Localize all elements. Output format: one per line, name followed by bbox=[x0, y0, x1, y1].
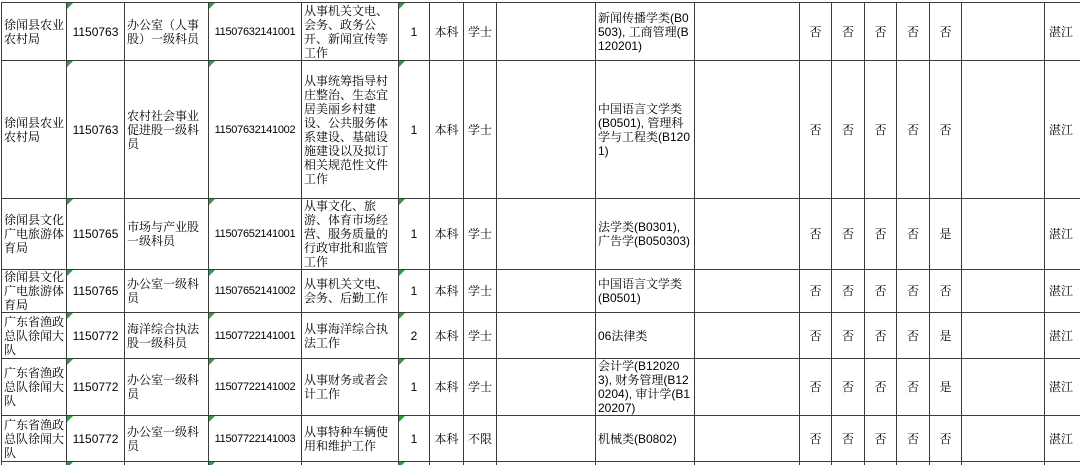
cell-position-code[interactable] bbox=[209, 313, 302, 359]
cell-majors[interactable] bbox=[596, 61, 695, 199]
cell-text-position: 海洋综合执法股一级科员 bbox=[127, 321, 200, 350]
cell-text-count: 1 bbox=[410, 122, 418, 137]
cell-text-city: 湛江 bbox=[1049, 380, 1074, 394]
cell-empty[interactable] bbox=[962, 359, 1045, 416]
cell-city[interactable] bbox=[1045, 416, 1080, 462]
text-format-indicator-icon bbox=[209, 313, 215, 319]
cell-empty[interactable] bbox=[695, 359, 800, 416]
cell-text-education: 本科 bbox=[434, 284, 459, 298]
cell-text-flag-5: 否 bbox=[939, 122, 952, 137]
text-format-indicator-icon bbox=[67, 270, 73, 276]
cell-text-flag-3: 否 bbox=[874, 24, 887, 39]
cell-flag-2[interactable] bbox=[832, 359, 865, 416]
cell-flag-1[interactable] bbox=[800, 270, 832, 313]
cell-text-degree: 学士 bbox=[467, 328, 492, 343]
cell-degree[interactable] bbox=[464, 416, 497, 462]
cell-text-duties: 从事机关文电、会务、后勤工作 bbox=[304, 277, 389, 305]
cell-org[interactable] bbox=[2, 462, 67, 465]
text-format-indicator-icon bbox=[209, 3, 215, 9]
cell-city[interactable] bbox=[1045, 462, 1080, 465]
text-format-indicator-icon bbox=[67, 313, 73, 319]
cell-text-org: 广东省渔政总队徐闻大队 bbox=[4, 314, 65, 357]
cell-text-city: 湛江 bbox=[1049, 227, 1074, 241]
cell-text-count: 1 bbox=[410, 380, 418, 394]
table-row bbox=[2, 61, 1080, 199]
cell-city[interactable] bbox=[1045, 313, 1080, 359]
cell-text-flag-3: 否 bbox=[874, 227, 887, 241]
cell-degree[interactable] bbox=[464, 3, 497, 61]
cell-empty[interactable] bbox=[497, 462, 596, 465]
cell-text-education: 本科 bbox=[434, 227, 459, 241]
cell-duties[interactable] bbox=[302, 416, 399, 462]
cell-text-education: 本科 bbox=[434, 380, 459, 394]
cell-empty[interactable] bbox=[962, 3, 1045, 61]
cell-position-code[interactable] bbox=[209, 270, 302, 313]
cell-flag-3[interactable] bbox=[865, 416, 897, 462]
cell-majors[interactable] bbox=[596, 416, 695, 462]
text-format-indicator-icon bbox=[209, 270, 215, 276]
cell-text-code: 1150772 bbox=[72, 380, 119, 394]
cell-text-code: 1150763 bbox=[72, 24, 119, 39]
cell-education[interactable] bbox=[430, 270, 464, 313]
cell-position[interactable] bbox=[125, 313, 209, 359]
cell-text-duties: 从事财务或者会计工作 bbox=[304, 373, 389, 401]
cell-majors[interactable] bbox=[596, 313, 695, 359]
cell-code[interactable] bbox=[67, 3, 125, 61]
cell-text-education: 本科 bbox=[434, 24, 459, 39]
text-format-indicator-icon bbox=[209, 359, 215, 365]
cell-flag-5[interactable] bbox=[930, 199, 962, 270]
cell-text-city: 湛江 bbox=[1049, 284, 1074, 298]
cell-empty[interactable] bbox=[695, 3, 800, 61]
cell-text-flag-3: 否 bbox=[874, 122, 887, 137]
cell-duties[interactable] bbox=[302, 270, 399, 313]
cell-text-flag-1: 否 bbox=[809, 431, 822, 446]
cell-text-flag-3: 否 bbox=[874, 328, 887, 343]
cell-text-flag-1: 否 bbox=[809, 380, 822, 394]
cell-city[interactable] bbox=[1045, 61, 1080, 199]
cell-text-org: 徐闻县文化广电旅游体育局 bbox=[4, 270, 65, 312]
text-format-indicator-icon bbox=[399, 359, 405, 365]
cell-flag-1[interactable] bbox=[800, 61, 832, 199]
cell-text-duties: 从事特种车辆使用和维护工作 bbox=[304, 424, 389, 453]
table-row bbox=[2, 313, 1080, 359]
cell-degree[interactable] bbox=[464, 270, 497, 313]
cell-org[interactable] bbox=[2, 270, 67, 313]
cell-city[interactable] bbox=[1045, 359, 1080, 416]
cell-flag-4[interactable] bbox=[897, 462, 930, 465]
cell-text-flag-4: 否 bbox=[906, 122, 919, 137]
cell-empty[interactable] bbox=[497, 61, 596, 199]
cell-text-flag-5: 否 bbox=[939, 431, 952, 446]
cell-text-flag-1: 否 bbox=[809, 227, 822, 241]
cell-majors[interactable] bbox=[596, 3, 695, 61]
cell-text-flag-4: 否 bbox=[906, 328, 919, 343]
cell-education[interactable] bbox=[430, 462, 464, 465]
positions-table bbox=[1, 2, 1080, 465]
cell-count[interactable] bbox=[399, 3, 430, 61]
cell-text-flag-5: 否 bbox=[939, 284, 952, 298]
cell-text-flag-2: 否 bbox=[841, 380, 854, 394]
cell-flag-3[interactable] bbox=[865, 313, 897, 359]
text-format-indicator-icon bbox=[399, 270, 405, 276]
text-format-indicator-icon bbox=[399, 416, 405, 422]
cell-text-majors: 中国语言文学类(B0501) bbox=[598, 277, 683, 305]
cell-text-majors: 会计学(B120203), 财务管理(B120204), 审计学(B120207) bbox=[598, 359, 691, 415]
cell-text-degree: 不限 bbox=[467, 431, 492, 446]
cell-empty[interactable] bbox=[695, 270, 800, 313]
cell-org[interactable] bbox=[2, 416, 67, 462]
cell-flag-2[interactable] bbox=[832, 61, 865, 199]
cell-city[interactable] bbox=[1045, 199, 1080, 270]
cell-code[interactable] bbox=[67, 416, 125, 462]
cell-text-city: 湛江 bbox=[1049, 24, 1074, 39]
cell-text-duties: 从事机关文电、会务、政务公开、新闻宣传等工作 bbox=[304, 3, 389, 60]
cell-text-flag-4: 否 bbox=[906, 227, 919, 241]
cell-position-code[interactable] bbox=[209, 199, 302, 270]
cell-text-code: 1150772 bbox=[72, 328, 119, 343]
cell-text-flag-4: 否 bbox=[906, 380, 919, 394]
cell-text-position-code: 11507722141002 bbox=[214, 381, 296, 393]
cell-text-org: 徐闻县农业农村局 bbox=[4, 17, 65, 46]
cell-position-code[interactable] bbox=[209, 61, 302, 199]
table-row bbox=[2, 3, 1080, 61]
cell-text-code: 1150765 bbox=[72, 227, 119, 241]
cell-text-flag-1: 否 bbox=[809, 328, 822, 343]
cell-flag-1[interactable] bbox=[800, 313, 832, 359]
cell-text-flag-5: 否 bbox=[939, 24, 952, 39]
cell-text-city: 湛江 bbox=[1049, 431, 1074, 446]
cell-count[interactable] bbox=[399, 313, 430, 359]
cell-flag-3[interactable] bbox=[865, 61, 897, 199]
cell-text-position-code: 11507652141001 bbox=[214, 228, 296, 240]
table-row bbox=[2, 462, 1080, 465]
cell-text-count: 1 bbox=[410, 227, 418, 241]
cell-text-code: 1150765 bbox=[72, 284, 119, 298]
cell-count[interactable] bbox=[399, 359, 430, 416]
cell-text-degree: 学士 bbox=[467, 122, 492, 137]
cell-text-city: 湛江 bbox=[1049, 122, 1074, 137]
cell-text-flag-2: 否 bbox=[841, 122, 854, 137]
cell-text-position-code: 11507722141003 bbox=[214, 432, 296, 445]
cell-empty[interactable] bbox=[695, 462, 800, 465]
cell-text-code: 1150763 bbox=[72, 122, 119, 137]
cell-empty[interactable] bbox=[962, 199, 1045, 270]
table-row bbox=[2, 416, 1080, 462]
cell-text-flag-5: 是 bbox=[939, 380, 952, 394]
cell-text-duties: 从事统筹指导村庄整治、生态宜居美丽乡村建设、公共服务体系建设、基础设施建设以及拟订相关规范性文件工作 bbox=[304, 73, 389, 186]
text-format-indicator-icon bbox=[399, 199, 405, 205]
cell-empty[interactable] bbox=[962, 270, 1045, 313]
cell-empty[interactable] bbox=[497, 270, 596, 313]
cell-position[interactable] bbox=[125, 270, 209, 313]
cell-text-flag-5: 是 bbox=[939, 328, 952, 343]
cell-flag-1[interactable] bbox=[800, 3, 832, 61]
cell-degree[interactable] bbox=[464, 462, 497, 465]
cell-org[interactable] bbox=[2, 359, 67, 416]
cell-text-education: 本科 bbox=[434, 431, 459, 446]
text-format-indicator-icon bbox=[399, 313, 405, 319]
cell-flag-5[interactable] bbox=[930, 3, 962, 61]
text-format-indicator-icon bbox=[209, 61, 215, 67]
table-row bbox=[2, 270, 1080, 313]
cell-flag-4[interactable] bbox=[897, 359, 930, 416]
cell-empty[interactable] bbox=[497, 359, 596, 416]
cell-text-position-code: 11507652141002 bbox=[214, 285, 296, 297]
cell-flag-5[interactable] bbox=[930, 462, 962, 465]
cell-empty[interactable] bbox=[962, 416, 1045, 462]
cell-city[interactable] bbox=[1045, 3, 1080, 61]
cell-count[interactable] bbox=[399, 270, 430, 313]
cell-code[interactable] bbox=[67, 61, 125, 199]
cell-text-position: 市场与产业股一级科员 bbox=[127, 220, 200, 248]
cell-flag-1[interactable] bbox=[800, 416, 832, 462]
text-format-indicator-icon bbox=[209, 416, 215, 422]
cell-degree[interactable] bbox=[464, 313, 497, 359]
cell-text-flag-1: 否 bbox=[809, 284, 822, 298]
cell-text-count: 1 bbox=[410, 431, 418, 446]
cell-flag-3[interactable] bbox=[865, 199, 897, 270]
cell-flag-2[interactable] bbox=[832, 199, 865, 270]
text-format-indicator-icon bbox=[399, 61, 405, 67]
cell-org[interactable] bbox=[2, 3, 67, 61]
cell-org[interactable] bbox=[2, 313, 67, 359]
text-format-indicator-icon bbox=[67, 416, 73, 422]
cell-empty[interactable] bbox=[695, 416, 800, 462]
cell-code[interactable] bbox=[67, 313, 125, 359]
cell-count[interactable] bbox=[399, 416, 430, 462]
cell-text-education: 本科 bbox=[434, 122, 459, 137]
cell-education[interactable] bbox=[430, 416, 464, 462]
cell-text-position-code: 11507722141001 bbox=[214, 329, 296, 342]
cell-count[interactable] bbox=[399, 462, 430, 465]
cell-code[interactable] bbox=[67, 270, 125, 313]
cell-text-flag-2: 否 bbox=[841, 227, 854, 241]
cell-flag-2[interactable] bbox=[832, 270, 865, 313]
table-row bbox=[2, 199, 1080, 270]
cell-empty[interactable] bbox=[497, 313, 596, 359]
table-row bbox=[2, 359, 1080, 416]
cell-text-degree: 学士 bbox=[467, 24, 492, 39]
cell-flag-1[interactable] bbox=[800, 359, 832, 416]
cell-text-count: 1 bbox=[410, 24, 418, 39]
cell-position[interactable] bbox=[125, 61, 209, 199]
cell-empty[interactable] bbox=[962, 313, 1045, 359]
cell-text-flag-4: 否 bbox=[906, 431, 919, 446]
cell-position[interactable] bbox=[125, 416, 209, 462]
cell-flag-4[interactable] bbox=[897, 61, 930, 199]
cell-text-org: 广东省渔政总队徐闻大队 bbox=[4, 417, 65, 460]
cell-text-org: 徐闻县文化广电旅游体育局 bbox=[4, 213, 65, 255]
cell-empty[interactable] bbox=[695, 199, 800, 270]
cell-majors[interactable] bbox=[596, 199, 695, 270]
cell-majors[interactable] bbox=[596, 462, 695, 465]
cell-position[interactable] bbox=[125, 359, 209, 416]
cell-degree[interactable] bbox=[464, 61, 497, 199]
cell-flag-4[interactable] bbox=[897, 3, 930, 61]
cell-text-flag-2: 否 bbox=[841, 328, 854, 343]
cell-flag-3[interactable] bbox=[865, 3, 897, 61]
cell-degree[interactable] bbox=[464, 359, 497, 416]
cell-text-majors: 机械类(B0802) bbox=[598, 431, 677, 446]
cell-flag-4[interactable] bbox=[897, 416, 930, 462]
cell-flag-5[interactable] bbox=[930, 416, 962, 462]
cell-text-degree: 学士 bbox=[467, 284, 492, 298]
text-format-indicator-icon bbox=[67, 359, 73, 365]
cell-text-position: 农村社会事业促进股一级科员 bbox=[127, 108, 200, 151]
cell-text-degree: 学士 bbox=[467, 227, 492, 241]
cell-flag-1[interactable] bbox=[800, 462, 832, 465]
cell-empty[interactable] bbox=[962, 462, 1045, 465]
cell-text-position-code: 11507632141002 bbox=[214, 123, 296, 136]
cell-org[interactable] bbox=[2, 199, 67, 270]
cell-empty[interactable] bbox=[497, 3, 596, 61]
cell-empty[interactable] bbox=[497, 199, 596, 270]
cell-flag-2[interactable] bbox=[832, 3, 865, 61]
cell-position-code[interactable] bbox=[209, 359, 302, 416]
cell-code[interactable] bbox=[67, 462, 125, 465]
cell-text-flag-4: 否 bbox=[906, 24, 919, 39]
cell-text-org: 广东省渔政总队徐闻大队 bbox=[4, 366, 65, 408]
cell-code[interactable] bbox=[67, 359, 125, 416]
cell-position-code[interactable] bbox=[209, 3, 302, 61]
cell-text-majors: 中国语言文学类(B0501), 管理科学与工程类(B1201) bbox=[598, 101, 691, 158]
cell-flag-4[interactable] bbox=[897, 270, 930, 313]
cell-text-flag-2: 否 bbox=[841, 284, 854, 298]
cell-duties[interactable] bbox=[302, 359, 399, 416]
cell-text-org: 徐闻县农业农村局 bbox=[4, 115, 65, 144]
cell-flag-3[interactable] bbox=[865, 359, 897, 416]
cell-text-majors: 06法律类 bbox=[598, 328, 648, 343]
cell-position-code[interactable] bbox=[209, 462, 302, 465]
cell-text-flag-3: 否 bbox=[874, 284, 887, 298]
cell-count[interactable] bbox=[399, 199, 430, 270]
cell-majors[interactable] bbox=[596, 270, 695, 313]
cell-text-position: 办公室一级科员 bbox=[127, 424, 200, 453]
cell-flag-5[interactable] bbox=[930, 313, 962, 359]
cell-degree[interactable] bbox=[464, 199, 497, 270]
cell-flag-2[interactable] bbox=[832, 416, 865, 462]
cell-text-position: 办公室一级科员 bbox=[127, 277, 200, 305]
cell-text-flag-4: 否 bbox=[906, 284, 919, 298]
cell-duties[interactable] bbox=[302, 61, 399, 199]
cell-text-education: 本科 bbox=[434, 328, 459, 343]
cell-text-flag-5: 是 bbox=[939, 227, 952, 241]
cell-flag-5[interactable] bbox=[930, 61, 962, 199]
cell-position[interactable] bbox=[125, 462, 209, 465]
cell-education[interactable] bbox=[430, 359, 464, 416]
cell-flag-3[interactable] bbox=[865, 270, 897, 313]
cell-empty[interactable] bbox=[962, 61, 1045, 199]
cell-education[interactable] bbox=[430, 3, 464, 61]
cell-text-count: 2 bbox=[410, 328, 418, 343]
cell-education[interactable] bbox=[430, 61, 464, 199]
cell-text-code: 1150772 bbox=[72, 431, 119, 446]
cell-duties[interactable] bbox=[302, 462, 399, 465]
cell-city[interactable] bbox=[1045, 270, 1080, 313]
cell-text-flag-1: 否 bbox=[809, 122, 822, 137]
cell-duties[interactable] bbox=[302, 3, 399, 61]
cell-flag-1[interactable] bbox=[800, 199, 832, 270]
cell-text-majors: 新闻传播学类(B0503), 工商管理(B120201) bbox=[598, 10, 689, 53]
text-format-indicator-icon bbox=[67, 61, 73, 67]
cell-text-flag-1: 否 bbox=[809, 24, 822, 39]
cell-text-majors: 法学类(B0301), 广告学(B050303) bbox=[598, 220, 691, 248]
cell-empty[interactable] bbox=[695, 61, 800, 199]
text-format-indicator-icon bbox=[209, 199, 215, 205]
cell-text-position-code: 11507632141001 bbox=[214, 25, 296, 38]
cell-position[interactable] bbox=[125, 3, 209, 61]
text-format-indicator-icon bbox=[67, 3, 73, 9]
cell-education[interactable] bbox=[430, 313, 464, 359]
cell-position-code[interactable] bbox=[209, 416, 302, 462]
cell-flag-5[interactable] bbox=[930, 359, 962, 416]
cell-flag-3[interactable] bbox=[865, 462, 897, 465]
cell-text-flag-2: 否 bbox=[841, 431, 854, 446]
cell-org[interactable] bbox=[2, 61, 67, 199]
cell-empty[interactable] bbox=[497, 416, 596, 462]
cell-flag-4[interactable] bbox=[897, 313, 930, 359]
cell-majors[interactable] bbox=[596, 359, 695, 416]
cell-text-flag-3: 否 bbox=[874, 431, 887, 446]
cell-duties[interactable] bbox=[302, 199, 399, 270]
cell-text-position: 办公室一级科员 bbox=[127, 373, 200, 401]
cell-count[interactable] bbox=[399, 61, 430, 199]
cell-code[interactable] bbox=[67, 199, 125, 270]
cell-text-degree: 学士 bbox=[467, 380, 492, 394]
cell-text-flag-3: 否 bbox=[874, 380, 887, 394]
cell-flag-5[interactable] bbox=[930, 270, 962, 313]
cell-empty[interactable] bbox=[695, 313, 800, 359]
text-format-indicator-icon bbox=[399, 3, 405, 9]
cell-text-count: 1 bbox=[410, 284, 418, 298]
text-format-indicator-icon bbox=[67, 199, 73, 205]
cell-text-duties: 从事文化、旅游、体育市场经营、服务质量的行政审批和监管工作 bbox=[304, 199, 389, 269]
cell-text-city: 湛江 bbox=[1049, 328, 1074, 343]
cell-text-flag-2: 否 bbox=[841, 24, 854, 39]
cell-flag-2[interactable] bbox=[832, 313, 865, 359]
cell-text-position: 办公室（人事股）一级科员 bbox=[127, 17, 200, 46]
cell-education[interactable] bbox=[430, 199, 464, 270]
cell-flag-2[interactable] bbox=[832, 462, 865, 465]
cell-text-duties: 从事海洋综合执法工作 bbox=[304, 321, 389, 350]
cell-position[interactable] bbox=[125, 199, 209, 270]
cell-flag-4[interactable] bbox=[897, 199, 930, 270]
cell-duties[interactable] bbox=[302, 313, 399, 359]
